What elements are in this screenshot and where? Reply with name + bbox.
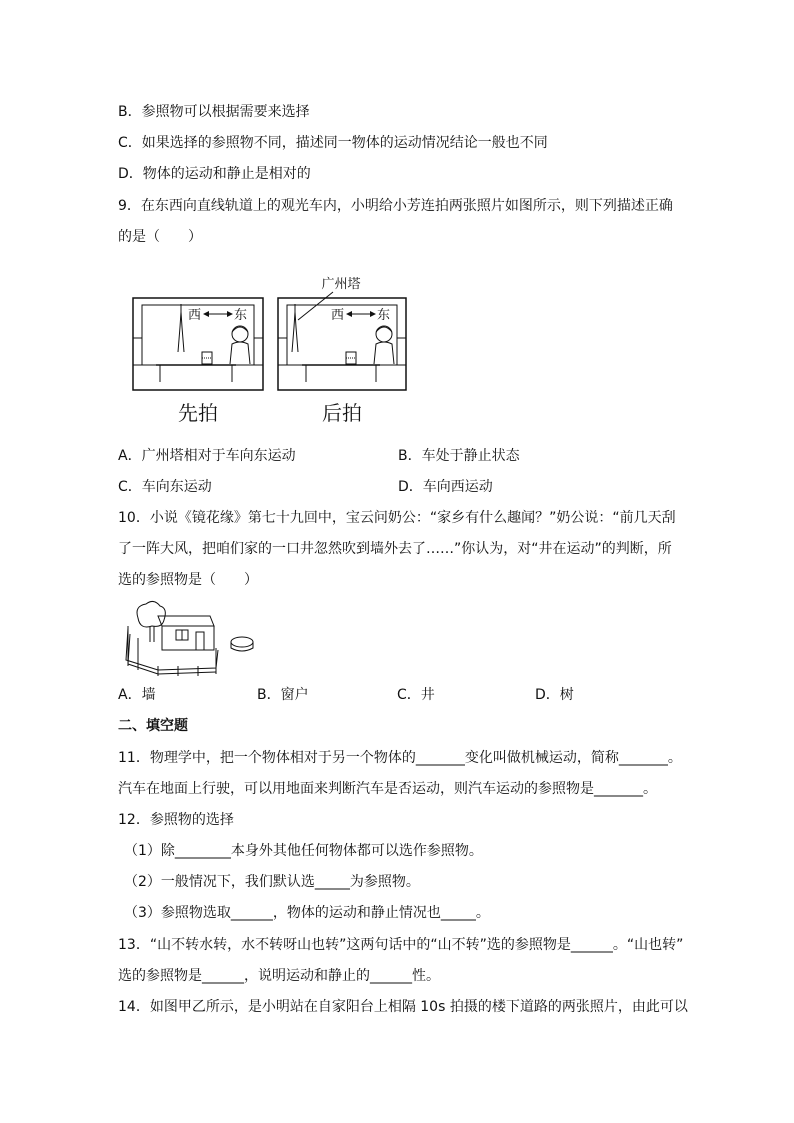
west-label-2: 西 [331,308,345,323]
caption-first: 先拍 [178,401,218,425]
option-d-line: D．物体的运动和静止是相对的 [118,166,311,182]
question-13-line-1: 13．“山不转水转，水不转呀山也转”这两句话中的“山不转”选的参照物是______。“山也转” [118,937,684,953]
q10-option-a: A．墙 [118,687,156,703]
option-c-line: C．如果选择的参照物不同，描述同一物体的运动情况结论一般也不同 [118,135,548,151]
question-10-stem-2: 了一阵大风，把咱们家的一口井忽然吹到墙外去了……”你认为，对“井在运动”的判断，所 [118,541,672,557]
question-12-item-3: （3）参照物选取______，物体的运动和静止情况也_____。 [124,905,490,921]
photo-second [278,277,406,425]
west-label-1: 西 [188,308,202,323]
question-11-line-2: 汽车在地面上行驶，可以用地面来判断汽车是否运动，则汽车运动的参照物是_______。 [118,781,657,797]
q10-option-b: B．窗户 [257,687,309,703]
figure-q10-house-well [118,598,258,678]
question-10-stem-1: 10．小说《镜花缘》第七十九回中，宝云问奶公：“家乡有什么趣闻？”奶公说：“前几天刮 [118,510,676,526]
q9-option-d: D．车向西运动 [398,479,493,495]
question-12-title: 12．参照物的选择 [118,812,234,828]
q9-option-c: C．车向东运动 [118,479,212,495]
photo-first [133,298,263,425]
section-heading: 二、填空题 [118,718,188,734]
question-10-stem-3: 选的参照物是（ ） [118,572,258,588]
q9-option-a: A．广州塔相对于车向东运动 [118,448,296,464]
question-11-line-1: 11．物理学中，把一个物体相对于另一个物体的_______变化叫做机械运动，简称_______。 [118,750,682,766]
q10-option-d: D．树 [535,687,574,703]
question-9-stem: 9．在东西向直线轨道上的观光车内，小明给小芳连拍两张照片如图所示，则下列描述正确 [118,198,673,214]
caption-second: 后拍 [322,401,362,425]
east-label-1: 东 [234,308,248,323]
option-b-line: B．参照物可以根据需要来选择 [118,104,310,120]
tower-label: 广州塔 [321,277,361,292]
question-12-item-2: （2）一般情况下，我们默认选_____为参照物。 [124,874,420,890]
figure-q9-photos [128,272,428,425]
question-12-item-1: （1）除________本身外其他任何物体都可以选作参照物。 [124,843,483,859]
q9-option-b: B．车处于静止状态 [398,448,520,464]
question-9-stem-cont: 的是（ ） [118,229,202,245]
east-label-2: 东 [377,308,391,323]
q10-option-c: C．井 [397,687,435,703]
question-13-line-2: 选的参照物是______，说明运动和静止的______性。 [118,968,440,984]
question-14-line-1: 14．如图甲乙所示，是小明站在自家阳台上相隔 10s 拍摄的楼下道路的两张照片，由此可以 [118,999,688,1015]
